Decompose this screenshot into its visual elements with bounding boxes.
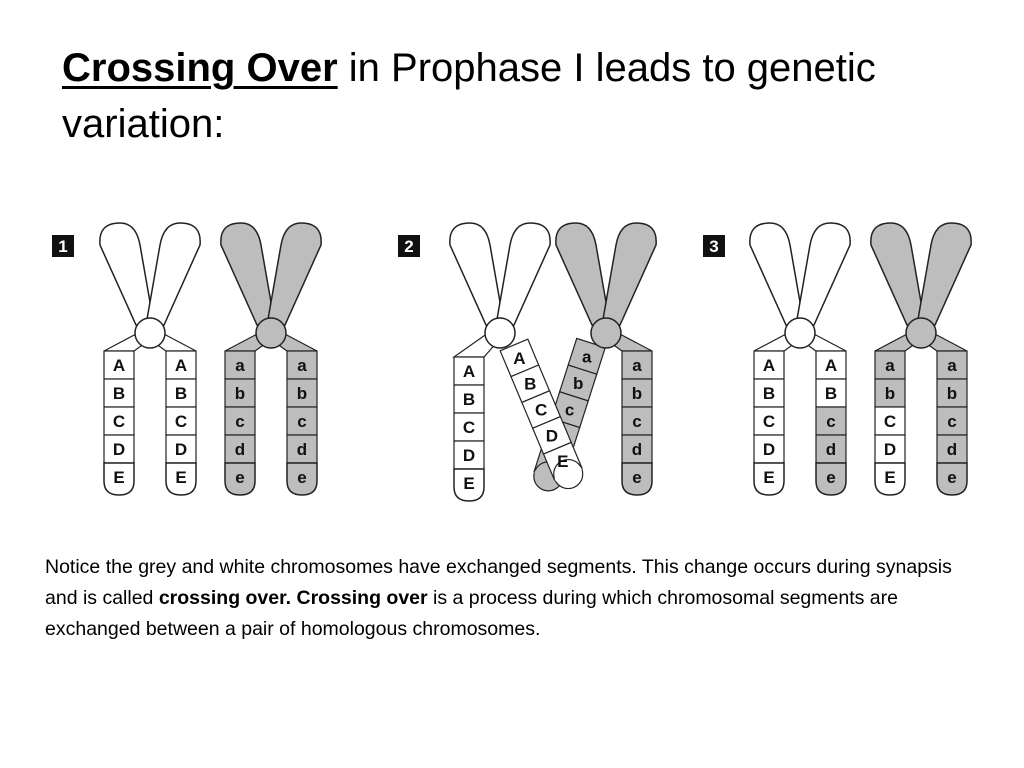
upper-arm-right xyxy=(496,223,550,325)
slide-title xyxy=(62,40,962,152)
title-rest: in Prophase I leads to genetic variation: xyxy=(62,46,876,146)
caption-bold-term-1: crossing over. xyxy=(158,587,292,609)
gene-label: A xyxy=(462,362,476,381)
chromatid-outer xyxy=(454,357,484,501)
panel-1 xyxy=(52,223,321,495)
upper-arm-right xyxy=(146,223,200,325)
gene-label: a xyxy=(632,356,642,375)
upper-arm-right xyxy=(602,223,656,325)
gene-label: e xyxy=(947,468,957,487)
gene-label: a xyxy=(297,356,307,375)
white-chromosome xyxy=(100,223,200,495)
gene-label: d xyxy=(296,440,308,459)
gene-label: D xyxy=(762,440,776,459)
gene-label: d xyxy=(234,440,246,459)
gene-label: b xyxy=(884,384,896,403)
grey-chromosome xyxy=(871,223,971,495)
crossing-over-diagram xyxy=(0,215,1024,515)
chromatid-left xyxy=(754,351,784,495)
gene-label: E xyxy=(763,468,775,487)
chromatid-outer xyxy=(622,351,652,495)
gene-label: B xyxy=(174,384,188,403)
upper-arm-left xyxy=(450,223,504,325)
gene-label: B xyxy=(112,384,126,403)
gene-label: A xyxy=(824,356,838,375)
gene-label: C xyxy=(883,412,897,431)
gene-label: C xyxy=(762,412,776,431)
centromere xyxy=(785,318,815,348)
panel-number: 1 xyxy=(58,237,68,256)
gene-label: e xyxy=(632,468,642,487)
caption-part-3: is a process during which chromosomal segments are exchanged between a pair of homologous chromosomes. xyxy=(45,587,898,640)
gene-label: E xyxy=(557,452,569,472)
white-chromosome xyxy=(750,223,850,495)
gene-label: d xyxy=(825,440,837,459)
upper-arm-left xyxy=(221,223,275,325)
gene-label: B xyxy=(762,384,776,403)
upper-arm-left xyxy=(100,223,154,325)
gene-label: A xyxy=(112,356,126,375)
gene-label: c xyxy=(564,400,575,420)
caption-bold-term-2: Crossing over xyxy=(296,587,428,609)
panel-3 xyxy=(703,223,971,495)
gene-label: b xyxy=(573,374,584,394)
caption-text xyxy=(45,552,975,645)
centromere xyxy=(256,318,286,348)
gene-label: D xyxy=(174,440,188,459)
chromatid-right xyxy=(166,351,196,495)
gene-label: c xyxy=(826,412,836,431)
gene-label: b xyxy=(631,384,643,403)
gene-label: A xyxy=(174,356,188,375)
gene-label: b xyxy=(234,384,246,403)
chromatid-right xyxy=(937,351,967,495)
upper-arm-left xyxy=(556,223,610,325)
gene-label: d xyxy=(631,440,643,459)
centromere xyxy=(906,318,936,348)
gene-label: a xyxy=(947,356,957,375)
chromatid-right xyxy=(287,351,317,495)
gene-label: a xyxy=(235,356,245,375)
gene-label: B xyxy=(524,374,537,394)
gene-label: C xyxy=(462,418,476,437)
gene-label: E xyxy=(113,468,125,487)
gene-label: e xyxy=(235,468,245,487)
chromatid-left xyxy=(875,351,905,495)
gene-label: c xyxy=(297,412,307,431)
gene-label: b xyxy=(296,384,308,403)
gene-label: E xyxy=(175,468,187,487)
gene-label: c xyxy=(235,412,245,431)
gene-label: C xyxy=(174,412,188,431)
gene-label: C xyxy=(534,400,548,420)
caption-part-1: Notice the grey and white chromosomes have exchanged segments. This change occurs during synapsis and is called xyxy=(45,556,952,609)
gene-label: c xyxy=(947,412,957,431)
upper-arm-right xyxy=(267,223,321,325)
upper-arm-left xyxy=(871,223,925,325)
upper-arm-left xyxy=(750,223,804,325)
gene-label: E xyxy=(463,474,475,493)
panel-number: 2 xyxy=(404,237,414,256)
gene-label: e xyxy=(297,468,307,487)
gene-label: A xyxy=(513,348,526,368)
chromatid-right xyxy=(816,351,846,495)
gene-label: E xyxy=(884,468,896,487)
centromere xyxy=(591,318,621,348)
gene-label: B xyxy=(824,384,838,403)
gene-label: e xyxy=(826,468,836,487)
panel-2 xyxy=(398,223,656,501)
gene-label: a xyxy=(581,347,592,367)
upper-arm-right xyxy=(917,223,971,325)
gene-label: d xyxy=(946,440,958,459)
gene-label: a xyxy=(885,356,895,375)
upper-arm-right xyxy=(796,223,850,325)
gene-label: A xyxy=(762,356,776,375)
title-emphasis: Crossing Over xyxy=(62,46,338,90)
gene-label: B xyxy=(462,390,476,409)
gene-label: D xyxy=(883,440,897,459)
gene-label: D xyxy=(112,440,126,459)
gene-label: D xyxy=(545,426,559,446)
centromere xyxy=(485,318,515,348)
chromatid-left xyxy=(104,351,134,495)
gene-label: b xyxy=(946,384,958,403)
gene-label: D xyxy=(462,446,476,465)
centromere xyxy=(135,318,165,348)
gene-label: C xyxy=(112,412,126,431)
chromatid-left xyxy=(225,351,255,495)
panel-number: 3 xyxy=(709,237,719,256)
grey-chromosome xyxy=(221,223,321,495)
gene-label: c xyxy=(632,412,642,431)
